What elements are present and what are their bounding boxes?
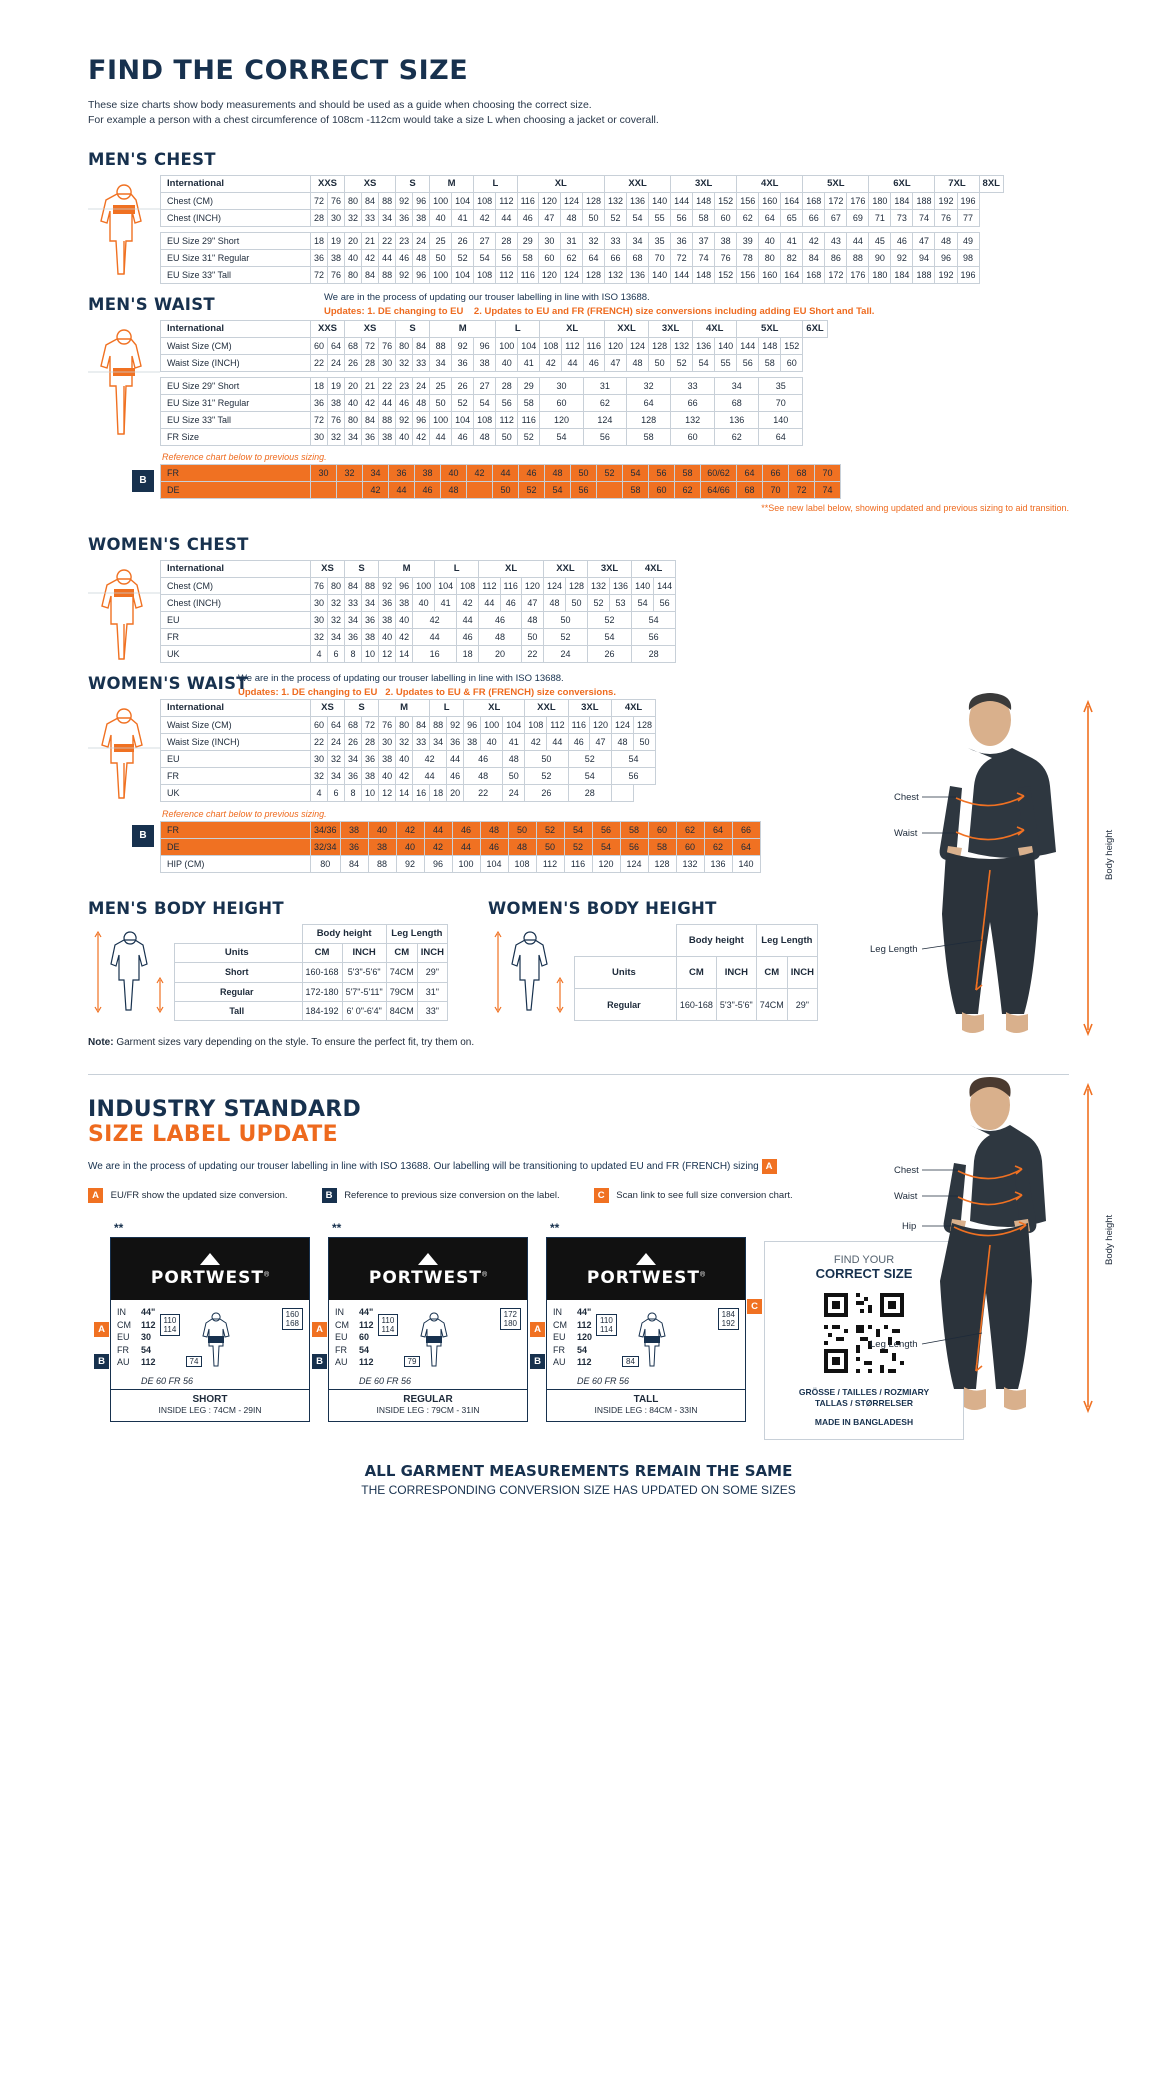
- mens-waist-heading: MEN'S WAIST: [88, 295, 215, 314]
- annotation-chest: Chest: [894, 792, 919, 803]
- womens-body-height-table: [574, 924, 818, 1021]
- womens-waist-figure: [88, 699, 160, 803]
- update-2: 2. Updates to EU and FR (FRENCH) size conversions including adding EU Short and Tall.: [473, 306, 875, 317]
- womens-waist-update-note: We are in the process of updating our trouser labelling in line with ISO 13688. Updates: 1. DE changing to EU 2. Updates to EU & FR (FRENCH) size conversions.: [238, 673, 616, 698]
- annotation-chest-f: Chest: [894, 1165, 919, 1176]
- units-row: Units CM INCH CM INCH: [175, 944, 448, 963]
- table-row: Waist Size (CM) 60 64 68 72 76 80 84 88 92 96 100 104 108 112 116 120 124 128 132 136 140 144 148 152: [161, 338, 828, 355]
- table-row: EU Size 33" Tall 72 76 80 84 88 92 96 100 104 108 112 116 120 124 128 132 136 140 144 148 152 156 160 164 168 172 176 180 184 188 192 196: [161, 267, 1004, 284]
- table-row: EU Size 31" Regular 36 38 40 42 44 46 48 50 52 54 56 58 60 62 64 66 68 70 72 74 76 78 80 82 84 86 88 90 92 94 96 98: [161, 250, 1004, 267]
- tag-c-qr: C: [747, 1299, 762, 1314]
- label-body-short: [111, 1300, 309, 1374]
- table-row: Waist Size (INCH) 22 24 26 28 30 32 33 34 36 38 40 41 42 44 46 47 48 50: [161, 734, 656, 751]
- tag-a-inline: A: [762, 1159, 777, 1174]
- table-row: Chest (CM) 76 80 84 88 92 96 100 104 108 112 116 120 124 128 132 136 140 144: [161, 578, 676, 595]
- table-row: EU Size 31" Regular 36 38 40 42 44 46 48 50 52 54 56 58 60 62 64 66 68 70: [161, 395, 828, 412]
- brand-name-regular: PORTWEST: [368, 1268, 482, 1288]
- mens-waist-block: [88, 320, 1069, 446]
- womens-chest-figure: [88, 560, 160, 664]
- table-row: FR Size 30 32 34 36 38 40 42 44 46 48 50 52 54 56 58 60 62 64: [161, 429, 828, 446]
- mens-body-height-heading: MEN'S BODY HEIGHT: [88, 899, 284, 918]
- mens-chest-block: [88, 175, 1069, 284]
- tag-b-tall: B: [530, 1354, 545, 1369]
- label-card-short: [98, 1237, 310, 1422]
- mens-chest-figure: [88, 175, 160, 279]
- annotation-leg-length: Leg Length: [870, 944, 918, 955]
- label-foot-short: SHORT INSIDE LEG : 74CM - 29IN: [111, 1389, 309, 1421]
- stars-2: **: [332, 1221, 342, 1235]
- womens-chest-heading: WOMEN'S CHEST: [88, 535, 249, 554]
- label-card-regular: [316, 1237, 528, 1422]
- intro-line-1: These size charts show body measurements and should be used as a guide when choosing the correct size.: [88, 99, 592, 111]
- badge-b-womens: B: [132, 825, 154, 847]
- table-row: UK 4 6 8 10 12 14 16 18 20 22 24 26 28: [161, 646, 676, 663]
- womens-body-height-heading: WOMEN'S BODY HEIGHT: [488, 899, 717, 918]
- legend-item-b: B Reference to previous size conversion on the label.: [322, 1188, 560, 1203]
- table-row-de: DE 42 44 46 48 50 52 54 56 58 60 62 64/66 68 70 72 74: [161, 482, 841, 499]
- brand-block-tall: PORTWEST®: [547, 1238, 745, 1300]
- table-row-fr: FR 34/36 38 40 42 44 46 48 50 52 54 56 58 60 62 64 66: [161, 822, 761, 839]
- update-1: 1. DE changing to EU: [367, 306, 464, 317]
- label-card-tall: [534, 1237, 746, 1422]
- tag-a-tall: A: [530, 1322, 545, 1337]
- table-header-row: Body height Leg Length: [575, 925, 818, 957]
- male-model-figure: [850, 690, 1140, 1055]
- womens-waist-heading: WOMEN'S WAIST: [88, 674, 248, 693]
- label-body-regular: [329, 1300, 527, 1374]
- table-row: Short 160-168 5'3"-5'6" 74CM 29": [175, 963, 448, 982]
- bottom-line-2: THE CORRESPONDING CONVERSION SIZE HAS UPDATED ON SOME SIZES: [361, 1483, 796, 1497]
- annotation-waist: Waist: [894, 828, 918, 839]
- de-fr-short: DE 60 FR 56: [141, 1376, 194, 1386]
- table-header-row: International XXS XS S M L XL XXL 3XL 4XL 5XL 6XL: [161, 321, 828, 338]
- mens-chest-heading: MEN'S CHEST: [88, 150, 216, 169]
- womens-waist-table: [160, 699, 656, 802]
- label-card-short-wrap: [98, 1221, 310, 1422]
- table-header-row: International XS S M L XL XXL 3XL 4XL: [161, 700, 656, 717]
- annotation-body-height-f: Body height: [1104, 1214, 1115, 1265]
- qr-footer-2: TALLAS / STØRRELSER: [814, 1398, 914, 1408]
- table-row: EU 30 32 34 36 38 40 42 44 46 48 50 52 54: [161, 612, 676, 629]
- mens-waist-figure: [88, 320, 160, 442]
- womens-chest-table: [160, 560, 676, 663]
- mens-height-figure: [88, 924, 174, 1021]
- female-model-figure: [850, 1075, 1140, 1470]
- label-figure-regular: 110 114 172 180 79: [374, 1306, 523, 1372]
- mens-waist-footnote: **See new label below, showing updated and previous sizing to aid transition.: [761, 503, 1069, 513]
- updates-label: Updates:: [324, 306, 365, 317]
- table-row: EU Size 33" Tall 72 76 80 84 88 92 96 100 104 108 112 116 120 124 128 132 136 140: [161, 412, 828, 429]
- qr-footer-3: MADE IN BANGLADESH: [814, 1417, 914, 1427]
- col-international: International: [161, 176, 311, 193]
- annotation-waist-f: Waist: [894, 1191, 918, 1202]
- womens-waist-previous-table: [160, 821, 761, 873]
- stars-1: **: [114, 1221, 124, 1235]
- tag-a-short: A: [94, 1322, 109, 1337]
- brand-name-tall: PORTWEST: [586, 1268, 700, 1288]
- industry-title-1: INDUSTRY STANDARD: [88, 1097, 362, 1122]
- fit-note: Note: Garment sizes vary depending on the style. To ensure the perfect fit, try them on.: [88, 1037, 475, 1048]
- mens-chest-table: [160, 175, 1004, 284]
- table-row: Regular 172-180 5'7"-5'11" 79CM 31": [175, 982, 448, 1001]
- badge-b-mens: B: [132, 470, 154, 492]
- page-title: FIND THE CORRECT SIZE: [88, 55, 469, 86]
- mens-body-height-table: [174, 924, 448, 1021]
- table-row-fr: FR 30 32 34 36 38 40 42 44 46 48 50 52 54 56 58 60/62 64 66 68 70: [161, 465, 841, 482]
- spec-list-regular: IN 44" CM 112 EU 60 FR 54 AU 112: [335, 1307, 374, 1367]
- table-row-de: DE 32/34 36 38 40 42 44 46 48 50 52 54 56 58 60 62 64: [161, 839, 761, 856]
- table-header-row: International XS S M L XL XXL 3XL 4XL: [161, 561, 676, 578]
- de-fr-tall: DE 60 FR 56: [577, 1376, 630, 1386]
- industry-title-2: SIZE LABEL UPDATE: [88, 1122, 338, 1147]
- tag-b-short: B: [94, 1354, 109, 1369]
- label-card-regular-wrap: [316, 1221, 528, 1422]
- bottom-line-1: ALL GARMENT MEASUREMENTS REMAIN THE SAME: [364, 1462, 793, 1480]
- tag-b: B: [322, 1188, 337, 1203]
- mens-waist-previous-block: [88, 464, 1069, 499]
- label-figure-short: 110 114 160 168 74: [156, 1306, 305, 1372]
- womens-height-figure: [488, 924, 574, 1021]
- label-foot-tall: TALL INSIDE LEG : 84CM - 33IN: [547, 1389, 745, 1421]
- brand-block-regular: PORTWEST®: [329, 1238, 527, 1300]
- qr-line-2: CORRECT SIZE: [815, 1266, 913, 1281]
- legend-item-c: C Scan link to see full size conversion chart.: [594, 1188, 793, 1203]
- intro-text: [88, 98, 1069, 128]
- annotation-hip-f: Hip: [902, 1221, 917, 1232]
- annotation-body-height: Body height: [1104, 829, 1115, 880]
- table-header-row: Body height Leg Length: [175, 925, 448, 944]
- mens-waist-table: [160, 320, 828, 446]
- mens-waist-previous-table: [160, 464, 841, 499]
- de-fr-regular: DE 60 FR 56: [359, 1376, 412, 1386]
- tag-b-regular: B: [312, 1354, 327, 1369]
- annotation-leg-length-f: Leg Length: [870, 1339, 918, 1350]
- table-row: Waist Size (INCH) 22 24 26 28 30 32 33 34 36 38 40 41 42 44 46 47 48 50 52 54 55 56 58 60: [161, 355, 828, 372]
- tag-c: C: [594, 1188, 609, 1203]
- tag-a: A: [88, 1188, 103, 1203]
- table-row: EU Size 29" Short 18 19 20 21 22 23 24 25 26 27 28 29 30 31 32 33 34 35 36 37 38 39 40 41 42 43 44 45 46 47 48 49: [161, 233, 1004, 250]
- spec-list-short: IN 44" CM 112 EU 30 FR 54 AU 112: [117, 1307, 156, 1367]
- table-row: Waist Size (CM) 60 64 68 72 76 80 84 88 92 96 100 104 108 112 116 120 124 128: [161, 717, 656, 734]
- womens-chest-block: [88, 560, 1069, 664]
- spec-list-tall: IN 44" CM 112 EU 120 FR 54 AU 112: [553, 1307, 593, 1367]
- label-body-tall: [547, 1300, 745, 1374]
- industry-intro: We are in the process of updating our trouser labelling in line with ISO 13688. Our labelling will be transitioning to updated EU and FR (FRENCH) sizing A: [88, 1159, 1069, 1174]
- label-figure-tall: 110 114 184 192 84: [592, 1306, 741, 1372]
- qr-footer-1: GRÖSSE / TAILLES / ROZMIARY: [798, 1387, 930, 1397]
- table-row: Chest (CM) 72 76 80 84 88 92 96 100 104 108 112 116 120 124 128 132 136 140 144 148 152 156 160 164 168 172 176 180 184 188 192 196: [161, 193, 1004, 210]
- brand-name-short: PORTWEST: [150, 1268, 264, 1288]
- table-row: Regular 160-168 5'3"-5'6" 74CM 29": [575, 989, 818, 1021]
- table-row: Chest (INCH) 28 30 32 33 34 36 38 40 41 42 44 46 47 48 50 52 54 55 56 58 60 62 64 65 66 67 69 71 73 74 76 77: [161, 210, 1004, 227]
- label-foot-regular: REGULAR INSIDE LEG : 79CM - 31IN: [329, 1389, 527, 1421]
- units-row: Units CM INCH CM INCH: [575, 957, 818, 989]
- legend-item-a: A EU/FR show the updated size conversion.: [88, 1188, 288, 1203]
- brand-block-short: PORTWEST®: [111, 1238, 309, 1300]
- tag-a-regular: A: [312, 1322, 327, 1337]
- table-row: UK 4 6 8 10 12 14 16 18 20 22 24 26 28: [161, 785, 656, 802]
- table-row: EU 30 32 34 36 38 40 42 44 46 48 50 52 54: [161, 751, 656, 768]
- table-row: FR 32 34 36 38 40 42 44 46 48 50 52 54 56: [161, 629, 676, 646]
- table-row: EU Size 29" Short 18 19 20 21 22 23 24 25 26 27 28 29 30 31 32 33 34 35: [161, 378, 828, 395]
- mens-waist-ref-note: Reference chart below to previous sizing.: [162, 452, 327, 462]
- table-row: Tall 184-192 6' 0"-6'4" 84CM 33": [175, 1001, 448, 1020]
- table-row: Chest (INCH) 30 32 33 34 36 38 40 41 42 44 46 47 48 50 52 53 54 56: [161, 595, 676, 612]
- mens-waist-update-note: We are in the process of updating our trouser labelling in line with ISO 13688. Updates: 1. DE changing to EU 2. Updates to EU and FR (FRENCH) size conversions including adding EU Short and Tall.: [324, 292, 875, 317]
- table-row-hip: HIP (CM) 80 84 88 92 96 100 104 108 112 116 120 124 128 132 136 140: [161, 856, 761, 873]
- table-row: FR 32 34 36 38 40 42 44 46 48 50 52 54 56: [161, 768, 656, 785]
- table-header-row: International XXS XS S M L XL XXL 3XL 4XL 5XL 6XL 7XL 8XL: [161, 176, 1004, 193]
- stars-3: **: [550, 1221, 560, 1235]
- womens-waist-ref-note: Reference chart below to previous sizing.: [162, 809, 327, 819]
- label-card-tall-wrap: [534, 1221, 746, 1422]
- intro-line-2: For example a person with a chest circumference of 108cm -112cm would take a size L when choosing a jacket or coverall.: [88, 114, 659, 126]
- qr-line-1: FIND YOUR: [833, 1254, 895, 1266]
